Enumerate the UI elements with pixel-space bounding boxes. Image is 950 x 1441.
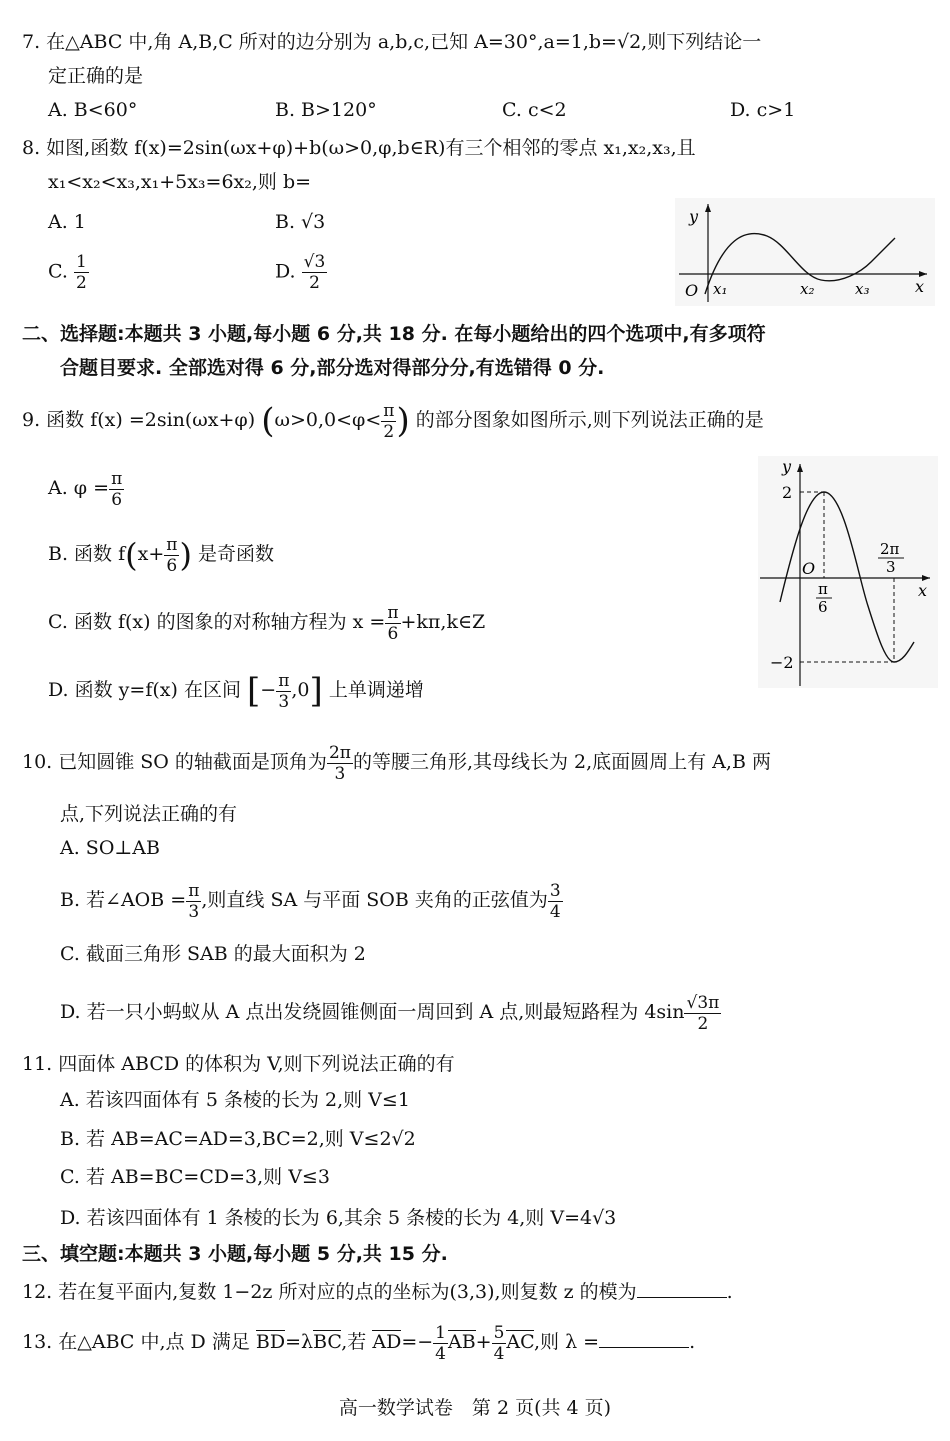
denominator: 4 (549, 901, 561, 922)
q13-post: ,则 λ = (534, 1331, 600, 1353)
section-3-heading: 三、填空题:本题共 3 小题,每小题 5 分,共 15 分. (22, 1243, 448, 1265)
q9-stem-function: 9. 函数 f(x) =2sin(ωx+φ) (22, 409, 256, 431)
q9-option-b (48, 530, 274, 579)
q10-option-b-prefix: B. 若∠AOB = (60, 889, 187, 911)
q8-option-c-fraction (74, 252, 89, 293)
vector-ad: AD (372, 1331, 402, 1353)
q9-option-b-fraction (164, 535, 179, 576)
q10-option-c: C. 截面三角形 SAB 的最大面积为 2 (60, 943, 366, 965)
numerator: 2π (328, 742, 351, 763)
q7-option-b: B. B>120° (275, 99, 377, 121)
q13-end: . (689, 1331, 696, 1353)
denominator: 3 (278, 691, 290, 712)
q11-option-a: A. 若该四面体有 5 条棱的长为 2,则 V≤1 (60, 1089, 410, 1111)
vector-ac: AC (506, 1331, 535, 1353)
page-footer: 高一数学试卷 第 2 页(共 4 页) (338, 1397, 612, 1419)
q9-option-d-zero: ,0 (291, 679, 310, 701)
q9-option-d-prefix: D. 函数 y=f(x) 在区间 (48, 679, 241, 701)
q10-stem-tail: 的等腰三角形,其母线长为 2,底面圆周上有 A,B 两 (352, 751, 771, 773)
paren: ) (179, 536, 192, 574)
q8-stem-line1: 8. 如图,函数 f(x)=2sin(ωx+φ)+b(ω>0,φ,b∈R)有三个相邻的零点 x₁,x₂,x₃,且 (22, 137, 696, 159)
q10-option-b-fraction2 (548, 881, 563, 922)
section-2-heading-line2: 合题目要求. 全部选对得 6 分,部分选对得部分分,有选错得 0 分. (60, 357, 605, 379)
q9-paren-open: ( (261, 401, 275, 441)
q8-x3-label: x₃ (855, 280, 870, 298)
denominator: 6 (166, 555, 178, 576)
q9-origin-label: O (802, 559, 816, 578)
q9-stem (22, 396, 764, 445)
numerator: 3 (549, 880, 561, 901)
bracket: [ (247, 671, 261, 711)
q7-option-a: A. B<60° (48, 99, 138, 121)
q12-end: . (726, 1281, 733, 1303)
q9-stem-tail: 的部分图象如图所示,则下列说法正确的是 (415, 409, 764, 431)
q8-stem-line2: x₁<x₂<x₃,x₁+5x₃=6x₂,则 b= (48, 171, 312, 193)
numerator: π (278, 670, 290, 691)
q13-eq1: =λ (285, 1331, 314, 1353)
q8-option-c-prefix: C. (48, 260, 68, 283)
denominator: 3 (188, 901, 200, 922)
q8-y-label: y (689, 207, 699, 226)
q9-sine-graph (758, 456, 938, 688)
q10-stem-head: 10. 已知圆锥 SO 的轴截面是顶角为 (22, 751, 327, 773)
q9-y-max-label: 2 (782, 483, 793, 502)
q9-paren-close: ) (396, 401, 410, 441)
q9-option-d-minus: − (260, 679, 277, 701)
q9-y-label: y (782, 457, 792, 476)
bracket: ] (309, 671, 323, 711)
paren: ( (125, 536, 138, 574)
q10-option-d-fraction (684, 993, 721, 1034)
q13-prefix: 13. 在△ABC 中,点 D 满足 (22, 1331, 250, 1353)
q11-stem: 11. 四面体 ABCD 的体积为 V,则下列说法正确的有 (22, 1053, 455, 1075)
q7-stem-line2: 定正确的是 (48, 65, 144, 87)
q13 (22, 1318, 695, 1366)
q10-option-b-mid: ,则直线 SA 与平面 SOB 夹角的正弦值为 (201, 889, 548, 911)
q8-option-d-fraction (302, 252, 328, 293)
q8-option-c (48, 252, 89, 293)
q8-x1-label: x₁ (713, 280, 728, 298)
q10-option-d-prefix: D. 若一只小蚂蚁从 A 点出发绕圆锥侧面一周回到 A 点,则最短路程为 4sin (60, 1001, 685, 1023)
q12-text: 12. 若在复平面内,复数 1−2z 所对应的点的坐标为(3,3),则复数 z 的模为 (22, 1281, 637, 1303)
q8-sine-graph (675, 198, 935, 306)
q11-option-d: D. 若该四面体有 1 条棱的长为 6,其余 5 条棱的长为 4,则 V=4√3 (60, 1207, 617, 1229)
q9-option-d-fraction (276, 671, 291, 712)
q8-x2-label: x₂ (800, 280, 815, 298)
q8-option-a: A. 1 (48, 211, 86, 233)
q11-option-b: B. 若 AB=AC=AD=3,BC=2,则 V≤2√2 (60, 1128, 416, 1150)
numerator: √3 (303, 252, 326, 272)
q9-x-label: x (918, 581, 928, 600)
q10-option-b-fraction (186, 881, 201, 922)
q13-fraction-2 (492, 1323, 507, 1364)
q10-option-d (60, 988, 721, 1036)
q9-2pi3-den: 3 (886, 558, 896, 576)
vector-bc: BC (313, 1331, 342, 1353)
denominator: 2 (383, 421, 395, 442)
q9-option-c-tail: +kπ,k∈Z (400, 611, 486, 633)
numerator: 5 (493, 1322, 505, 1343)
q10-option-b (60, 876, 563, 924)
q10-stem-fraction (327, 743, 353, 784)
q12 (22, 1280, 733, 1304)
numerator: π (188, 880, 200, 901)
denominator: 6 (111, 489, 123, 510)
q9-stem-fraction (381, 401, 396, 442)
q11-option-c: C. 若 AB=BC=CD=3,则 V≤3 (60, 1166, 330, 1188)
numerator: √3π (686, 992, 720, 1013)
q9-option-a-fraction (109, 469, 124, 510)
q9-pi6-num: π (818, 580, 828, 598)
q9-option-d (48, 666, 424, 715)
q9-option-d-tail: 上单调递增 (328, 679, 424, 701)
numerator: π (166, 534, 178, 555)
numerator: π (387, 602, 399, 623)
q10-stem-line2: 点,下列说法正确的有 (60, 803, 238, 825)
q9-pi6-den: 6 (818, 598, 828, 616)
denominator: 6 (387, 623, 399, 644)
q9-2pi3-num: 2π (880, 540, 900, 558)
denominator: 2 (697, 1013, 709, 1034)
q9-option-c-prefix: C. 函数 f(x) 的图象的对称轴方程为 x = (48, 611, 386, 633)
q8-option-b: B. √3 (275, 211, 326, 233)
denominator: 2 (309, 273, 320, 293)
q13-plus: + (475, 1331, 492, 1353)
denominator: 3 (334, 763, 346, 784)
numerator: 1 (435, 1322, 446, 1343)
vector-ab: AB (447, 1331, 476, 1353)
q9-option-b-mid: x+ (137, 543, 165, 565)
q9-y-min-label: −2 (770, 653, 794, 672)
q9-option-a-prefix: A. φ = (48, 477, 110, 499)
section-2-heading-line1: 二、选择题:本题共 3 小题,每小题 6 分,共 18 分. 在每小题给出的四个选项中,有多项符 (22, 323, 766, 345)
q7-option-c: C. c<2 (502, 99, 567, 121)
q9-stem-condition: ω>0,0<φ< (274, 409, 382, 431)
q7-option-d: D. c>1 (730, 99, 796, 121)
q9-option-c (48, 598, 485, 646)
q8-x-label: x (915, 277, 925, 296)
numerator: π (383, 400, 395, 421)
numerator: π (111, 468, 123, 489)
q9-option-b-prefix: B. 函数 f (48, 543, 126, 565)
q13-answer-blank[interactable] (599, 1347, 689, 1348)
denominator: 4 (435, 1343, 446, 1364)
q7-stem-line1: 7. 在△ABC 中,角 A,B,C 所对的边分别为 a,b,c,已知 A=30°,a=1,b=√2,则下列结论一 (22, 31, 762, 53)
q8-option-d (275, 252, 327, 293)
vector-bd: BD (255, 1331, 286, 1353)
q9-option-a (48, 464, 124, 512)
q10-stem-line1 (22, 738, 771, 786)
q8-option-d-prefix: D. (275, 260, 296, 283)
q9-option-b-tail: 是奇函数 (197, 543, 274, 565)
numerator: 1 (75, 252, 87, 272)
denominator: 4 (493, 1343, 505, 1364)
q10-option-a: A. SO⊥AB (60, 837, 160, 859)
denominator: 2 (75, 273, 87, 293)
q13-fraction-1 (433, 1323, 448, 1364)
q12-answer-blank[interactable] (637, 1297, 727, 1298)
q9-option-c-fraction (385, 603, 400, 644)
q13-eq2: =− (401, 1331, 434, 1353)
q8-origin-label: O (685, 281, 699, 300)
q13-mid: ,若 (341, 1331, 367, 1353)
